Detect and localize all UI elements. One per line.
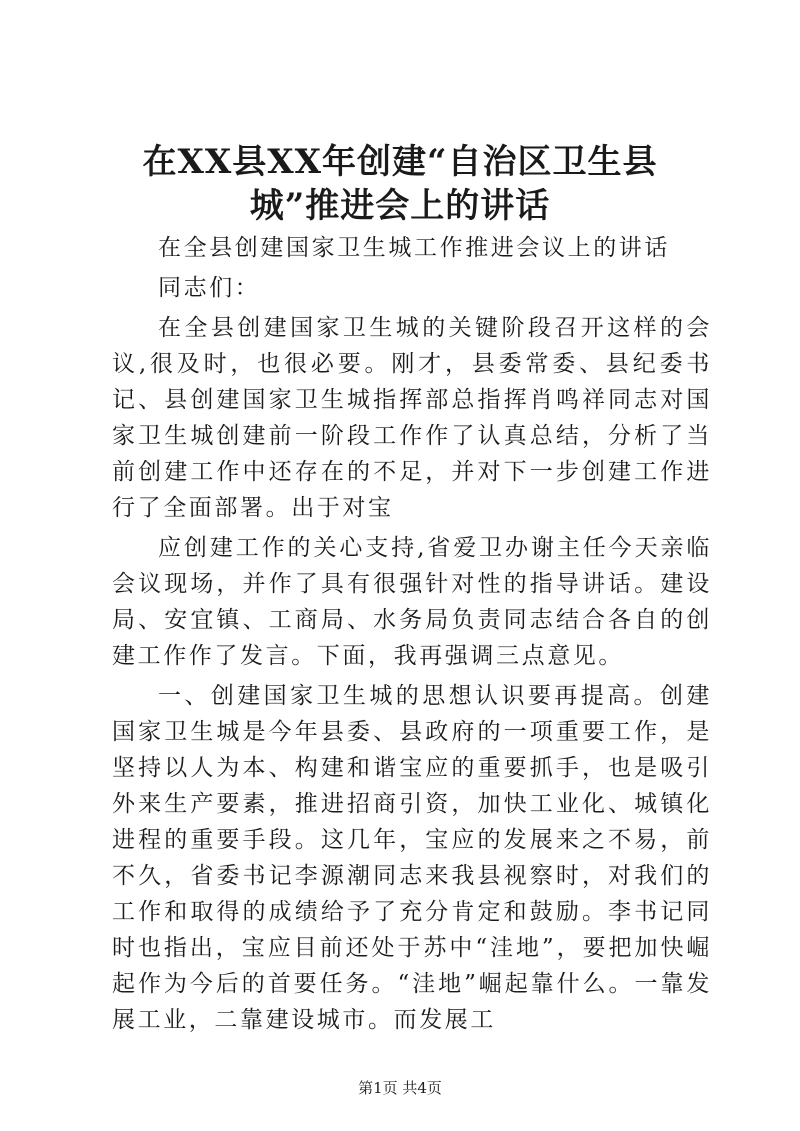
body-paragraph: 一、创建国家卫生城的思想认识要再提高。创建国家卫生城是今年县委、县政府的一项重要工作，是坚持以人为本、构建和谐宝应的重要抓手，也是吸引外来生产要素，推进招商引资，加快工业化、城镇化进程的重要手段。这几年，宝应的发展来之不易，前不久，省委书记李源潮同志来我县视察时，对我们的工作和取得的成绩给予了充分肯定和鼓励。李书记同时也指出，宝应目前还处于苏中“洼地”，要把加快崛起作为今后的首要任务。“洼地”崛起靠什么。一靠发展工业，二靠建设城市。而发展工 — [112, 683, 712, 1033]
body-paragraph: 在全县创建国家卫生城的关键阶段召开这样的会议,很及时，也很必要。刚才，县委常委、县纪委书记、县创建国家卫生城指挥部总指挥肖鸣祥同志对国家卫生城创建前一阶段工作作了认真总结，分析了当前创建工作中还存在的不足，并对下一步创建工作进行了全面部署。出于对宝 — [112, 315, 712, 521]
document-body — [112, 230, 712, 1042]
page-number-footer: 第1页 共4页 — [358, 1079, 442, 1097]
salutation-paragraph: 同志们： — [158, 275, 261, 301]
document-title: 在XX县XX年创建“自治区卫生县城”推进会上的讲话 — [142, 142, 658, 226]
body-paragraph: 应创建工作的关心支持,省爱卫办谢主任今天亲临会议现场，并作了具有很强针对性的指导讲话。建设局、安宜镇、工商局、水务局负责同志结合各自的创建工作作了发言。下面，我再强调三点意见。 — [112, 535, 712, 669]
subtitle-paragraph: 在全县创建国家卫生城工作推进会议上的讲话 — [158, 235, 670, 261]
